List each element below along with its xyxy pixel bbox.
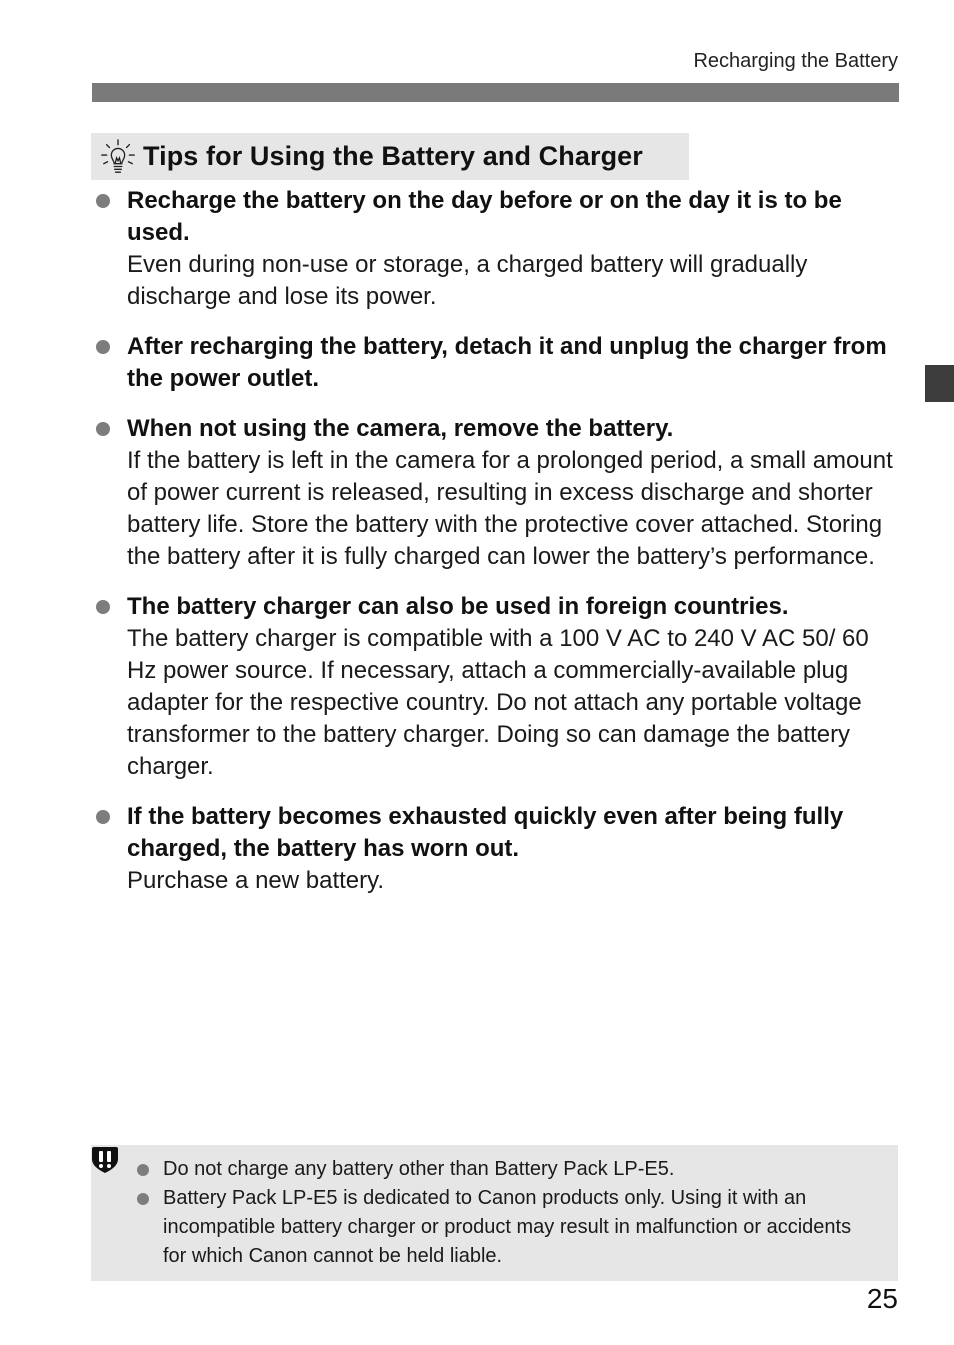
caution-text: Do not charge any battery other than Battery Pack LP-E5.: [163, 1158, 675, 1180]
caution-box: [91, 1145, 898, 1281]
tip-body: Even during non-use or storage, a charged battery will gradually discharge and lose its power.: [127, 251, 808, 310]
tip-body: The battery charger is compatible with a 100 V AC to 240 V AC 50/ 60 Hz power source. If necessary, attach a commercially-available plug adapter for the respective country. Do not attach any portable voltage transformer to the battery charger. Doing so can damage the battery charger.: [127, 625, 869, 780]
bullet-dot: [137, 1193, 149, 1205]
list-item: [92, 331, 900, 395]
tips-title: Tips for Using the Battery and Charger: [143, 141, 643, 171]
list-item: [135, 1155, 875, 1184]
lightbulb-icon: [99, 138, 137, 176]
tips-list: [92, 185, 900, 915]
bullet-dot: [96, 340, 110, 354]
tip-body: Purchase a new battery.: [127, 867, 385, 894]
tips-heading: [91, 133, 689, 180]
bullet-dot: [96, 194, 110, 208]
tip-heading: If the battery becomes exhausted quickly even after being fully charged, the battery has worn out.: [127, 803, 844, 862]
list-item: [92, 413, 900, 573]
tip-heading: Recharge the battery on the day before or on the day it is to be used.: [127, 187, 842, 246]
chapter-side-tab: [925, 365, 954, 402]
bullet-dot: [96, 422, 110, 436]
bullet-dot: [96, 810, 110, 824]
bullet-dot: [96, 600, 110, 614]
tip-heading: When not using the camera, remove the battery.: [127, 415, 674, 442]
list-item: [92, 801, 900, 897]
tip-heading: After recharging the battery, detach it and unplug the charger from the power outlet.: [127, 333, 887, 392]
tip-heading: The battery charger can also be used in foreign countries.: [127, 593, 789, 620]
tip-body: If the battery is left in the camera for a prolonged period, a small amount of power current is released, resulting in excess discharge and shorter battery life. Store the battery with the protective cover attached. Storing the battery after it is fully charged can lower the battery’s performance.: [127, 447, 893, 570]
caution-text: Battery Pack LP-E5 is dedicated to Canon products only. Using it with an incompatible battery charger or product may result in malfunction or accidents for which Canon cannot be held liable.: [163, 1187, 852, 1267]
header-divider-bar: [92, 83, 899, 102]
list-item: [92, 185, 900, 313]
list-item: [92, 591, 900, 783]
bullet-dot: [137, 1164, 149, 1176]
page-number: 25: [866, 1283, 898, 1314]
caution-icon: [91, 1145, 119, 1177]
caution-list: [135, 1155, 875, 1271]
list-item: [135, 1184, 875, 1271]
running-header: Recharging the Battery: [693, 50, 898, 72]
